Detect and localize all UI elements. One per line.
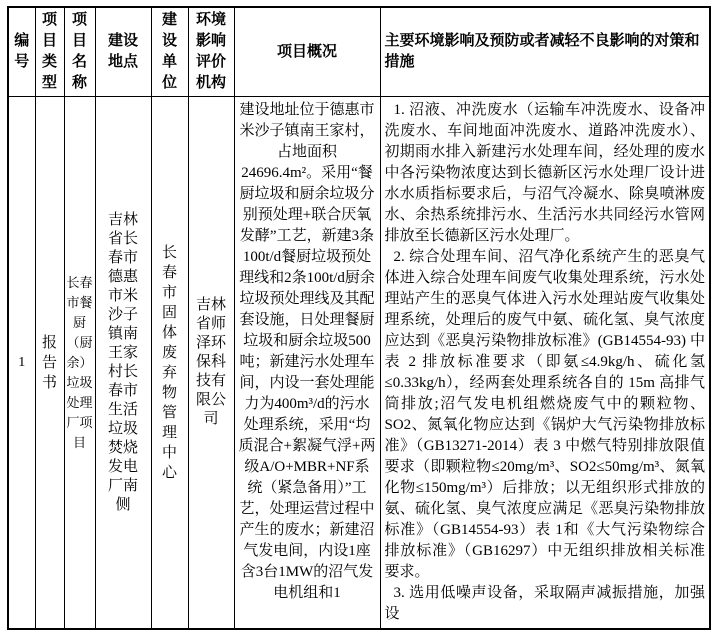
construction-site-cell: 吉林省长春市德惠市米沙子镇南王家村长春市生活垃圾焚烧发电厂南侧	[95, 97, 151, 630]
eia-agency-cell: 吉林省师泽环保科技有限公司	[188, 97, 234, 630]
col-header-impact-measures: 主要环境影响及预防或者减轻不良影响的对策和措施	[380, 7, 710, 97]
col-header-project-name: 项目名称	[64, 7, 95, 97]
col-header-construction-unit: 建设单位	[151, 7, 188, 97]
project-overview-text: 建设地址位于德惠市米沙子镇南王家村，占地面积24696.4m²。采用“餐厨垃圾和厨余垃圾分别预处理+联合厌氧发酵”工艺，新建3条100t/d餐厨垃圾预处理线和2条100t/d厨余垃圾预处理线及其配套设施，日处理餐厨垃圾和厨余垃圾500吨；新建污水处理车间，内设一套处理能力为400m³/d的污水处理系统，采用“均质混合+絮凝气浮+两级A/O+MBR+NF系统（紧急备用）”工艺，处理运营过程中产生的废水；新建沼气发电间，内设1座含3台1MW的沼气发电机组和1	[238, 102, 376, 601]
col-header-construction-site: 建设地点	[95, 7, 151, 97]
measures-paragraph-3: 3. 选用低噪声设备，采取隔声减振措施，加强设	[384, 585, 705, 622]
header-row	[8, 7, 710, 97]
page	[0, 6, 712, 622]
table-row	[8, 97, 710, 630]
col-header-project-type: 项目类型	[35, 7, 64, 97]
eia-projects-table	[7, 6, 711, 630]
impact-measures-cell	[380, 97, 710, 630]
serial-number-cell: 1	[8, 97, 35, 630]
measures-paragraph-2: 2. 综合处理车间、沼气净化系统产生的恶臭气体进入综合处理车间废气收集处理系统，污水处理站产生的恶臭气体进入污水处理站废气收集处理系统，处理后的废气中氨、硫化氢、臭气浓度应达到《恶臭污染物排放标准》(GB14554-93) 中表 2 排放标准要求（即氨≤4.9kg/h、硫化氢≤0.33kg/h），经两套处理系统各自的 15m 高排气筒排放;沼气发电机组燃烧废气中的颗粒物、SO2、氮氧化物应达到《锅炉大气污染物排放标准》（GB13271-2014）表 3 中燃气特别排放限值要求（即颗粒物≤20mg/m³、SO2≤50mg/m³、氮氧化物≤150mg/m³）后排放；以无组织形式排放的氨、硫化氢、臭气浓度应满足《恶臭污染物排放标准》（GB14554-93）表 1和《大气污染物综合排放标准》（GB16297）中无组织排放相关标准要求。	[384, 249, 705, 580]
project-name-cell: 长春市餐厨（厨余）垃圾处理厂项目	[64, 97, 95, 630]
col-header-eia-agency: 环境影响评价机构	[188, 7, 234, 97]
col-header-project-overview: 项目概况	[234, 7, 380, 97]
project-overview-cell	[234, 97, 380, 630]
construction-unit-cell: 长春市固体废弃物管理中心	[151, 97, 188, 630]
project-type-cell: 报告书	[35, 97, 64, 630]
col-header-serial-number: 编号	[8, 7, 35, 97]
measures-paragraph-1: 1. 沼液、冲洗废水（运输车冲洗废水、设备冲洗废水、车间地面冲洗废水、道路冲洗废水）、初期雨水排入新建污水处理车间，经处理的废水中各污染物浓度达到长德新区污水处理厂设计进水水质指标要求后，与沼气冷凝水、除臭喷淋废水、余热系统排污水、生活污水共同经污水管网排放至长德新区污水处理厂。	[384, 102, 705, 244]
